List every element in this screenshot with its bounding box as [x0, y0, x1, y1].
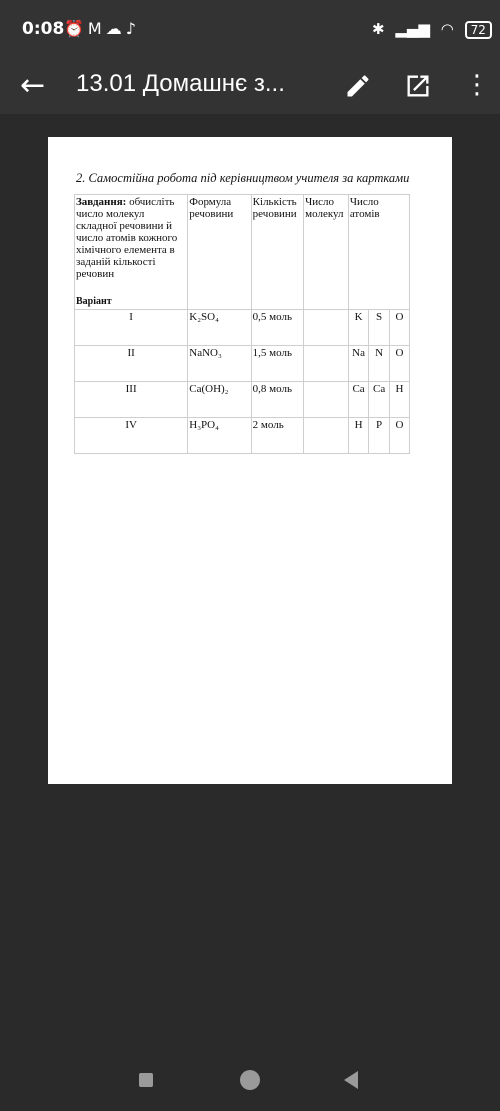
document-title: 13.01 Домашнє з...: [76, 70, 285, 97]
element-cell: O: [389, 310, 409, 346]
cloud-icon: ☁: [105, 19, 126, 38]
alarm-icon: ⏰: [64, 19, 88, 38]
task-text: обчисліть число молекул складної речовини й число атомів кожного хімічного елемента в заданій кількості речовин: [76, 196, 178, 280]
signal-icon: ▂▄▆: [395, 20, 430, 38]
home-circle-icon[interactable]: [240, 1070, 260, 1090]
notification-icons: [64, 19, 140, 38]
variant-cell: IV: [75, 418, 188, 454]
more-vert-icon[interactable]: ⋮: [464, 70, 490, 100]
wifi-icon: ◠: [440, 20, 454, 38]
table-header-row: [75, 195, 410, 310]
variant-cell: II: [75, 346, 188, 382]
status-time: 0:08: [22, 19, 65, 39]
section-heading: 2. Самостійна робота під керівництвом учителя за картками: [76, 171, 410, 185]
element-cell: P: [369, 418, 389, 454]
back-triangle-icon[interactable]: [344, 1071, 358, 1089]
amount-cell: 2 моль: [251, 418, 303, 454]
element-cell: K: [348, 310, 369, 346]
variant-cell: I: [75, 310, 188, 346]
system-icons: [372, 20, 498, 39]
variant-label: Варіант: [76, 296, 112, 307]
task-label: Завдання:: [76, 196, 127, 208]
amount-cell: 0,5 моль: [251, 310, 303, 346]
table-row: [75, 382, 410, 418]
formula-cell: Ca(OH)₂: [188, 382, 251, 418]
variant-cell: III: [75, 382, 188, 418]
header-amount: Кількість речовини: [251, 195, 303, 310]
header-formula: Формула речовини: [188, 195, 251, 310]
open-external-icon[interactable]: [404, 72, 432, 104]
table-row: [75, 346, 410, 382]
status-bar: [0, 0, 500, 60]
element-cell: Ca: [369, 382, 389, 418]
formula-cell: H₃PO₄: [188, 418, 251, 454]
pencil-icon[interactable]: [344, 72, 372, 104]
tiktok-icon: ♪: [125, 19, 140, 38]
table-row: [75, 418, 410, 454]
app-bar: [0, 60, 500, 114]
element-cell: S: [369, 310, 389, 346]
back-arrow-icon[interactable]: ←: [20, 68, 46, 103]
element-cell: O: [389, 346, 409, 382]
gmail-icon: M: [87, 19, 106, 38]
header-atoms: Число атомів: [348, 195, 409, 310]
task-cell: [75, 195, 188, 310]
bluetooth-icon: ✱: [372, 20, 385, 38]
element-cell: O: [389, 418, 409, 454]
amount-cell: 0,8 моль: [251, 382, 303, 418]
recents-square-icon[interactable]: [139, 1073, 153, 1087]
element-cell: N: [369, 346, 389, 382]
element-cell: Ca: [348, 382, 369, 418]
element-cell: H: [389, 382, 409, 418]
table-row: [75, 310, 410, 346]
molecules-cell: [304, 310, 349, 346]
molecules-cell: [304, 418, 349, 454]
battery-indicator: 72: [465, 21, 492, 39]
element-cell: H: [348, 418, 369, 454]
system-nav-bar: [0, 1050, 500, 1111]
document-page: [48, 137, 452, 784]
task-table: [74, 194, 410, 454]
molecules-cell: [304, 382, 349, 418]
molecules-cell: [304, 346, 349, 382]
formula-cell: K₂SO₄: [188, 310, 251, 346]
header-molecules: Число молекул: [304, 195, 349, 310]
amount-cell: 1,5 моль: [251, 346, 303, 382]
formula-cell: NaNO₃: [188, 346, 251, 382]
element-cell: Na: [348, 346, 369, 382]
